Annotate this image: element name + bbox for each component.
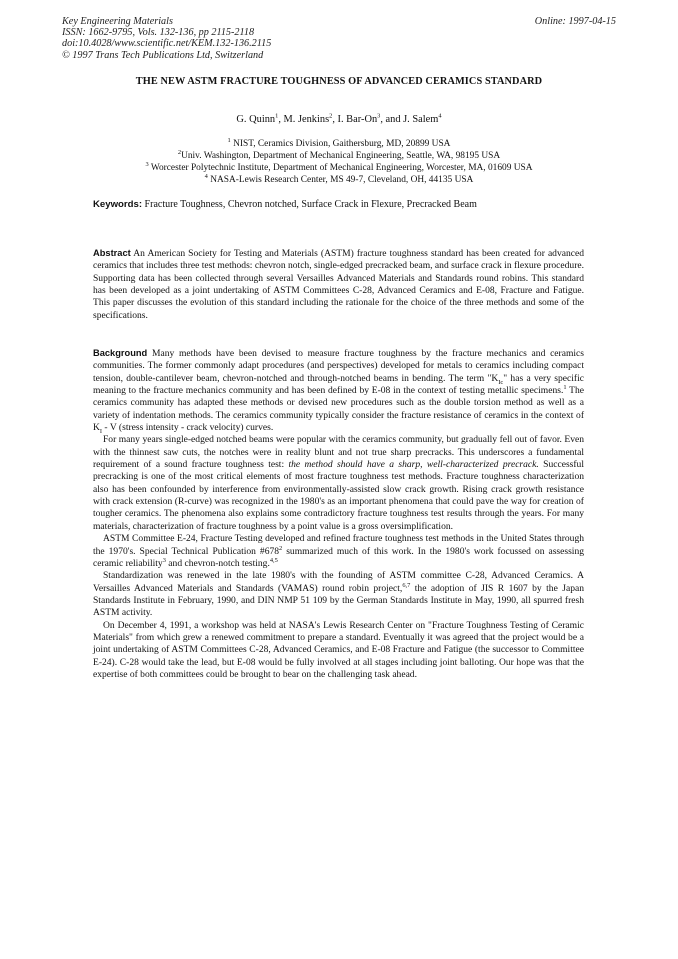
copyright-line: © 1997 Trans Tech Publications Ltd, Switzerland (62, 49, 264, 61)
paragraph-text: " has a very specific meaning to the fracture mechanics community and has been defined by E-08 in the context of testing metallic specimens. (93, 372, 584, 397)
affiliation-text: NASA-Lewis Research Center, MS 49-7, Cleveland, OH, 44135 USA (210, 175, 474, 185)
citation-mark: 4,5 (269, 556, 278, 564)
author-name: G. Quinn (236, 114, 276, 125)
citation-mark: 1 (563, 383, 567, 391)
author-list (0, 114, 678, 125)
doi-line: doi:10.4028/www.scientific.net/KEM.132-136.2115 (62, 38, 272, 50)
affiliation-line (0, 138, 678, 150)
author-name: M. Jenkins (283, 114, 330, 125)
author-separator: , (278, 114, 284, 125)
affiliation-text: NIST, Ceramics Division, Gaithersburg, MD, 20899 USA (233, 139, 451, 149)
paragraph-text: the adoption of JIS R 1607 by the Japan Standards Institute in February, 1990, and DIN NMP 51 109 by the German Standards Institute in May, 1990, all spurred fresh ASTM activity. (93, 582, 585, 619)
author-affiliation-mark: 3 (377, 112, 381, 120)
paragraph-text: Many methods have been devised to measure fracture toughness by the fracture mechanics and ceramics communities. The former commonly adapt procedures (and perspectives) developed for metals to ceramics including compact tension, double-cantilever beam, chevron-notched and through-notched beams in bending. The term "K (93, 348, 584, 384)
author-name: I. Bar-On (337, 114, 378, 125)
issn-line: ISSN: 1662-9795, Vols. 132-136, pp 2115-2118 (62, 27, 255, 39)
paragraph-text: For many years single-edged notched beams were popular with the ceramics community, but gradually fell out of favor. Even with the thinnest saw cuts, the notches were in reality blunt and not true sharp precracks. This underscores a fundamental requirement of a sound fracture toughness test: (93, 434, 584, 471)
author-affiliation-mark: 1 (275, 112, 279, 120)
author-affiliation-mark: 4 (438, 112, 442, 120)
journal-name: Key Engineering Materials (62, 16, 173, 27)
abstract-paragraph (93, 247, 584, 322)
emphasis-text: the method should have a sharp, well-characterized precrack. (288, 459, 539, 471)
background-paragraph-2 (93, 434, 584, 533)
keywords-line (93, 199, 613, 210)
affiliation-line (0, 150, 678, 162)
paragraph-text: The ceramics community has adapted these methods or devised new procedures such as the double torsion method as well as a variety of indentation methods. The ceramics community typically consider the fracture resistance of ceramics in the context of K (93, 385, 585, 434)
affiliation-mark: 2 (177, 148, 182, 156)
affiliation-line (0, 174, 678, 186)
author-name: J. Salem (403, 114, 439, 125)
citation-mark: 3 (162, 556, 166, 564)
affiliation-list (0, 138, 678, 186)
abstract-section (93, 247, 584, 322)
affiliation-mark: 1 (227, 136, 231, 144)
paragraph-text: and chevron-notch testing. (165, 557, 270, 569)
paragraph-text: Successful precracking is one of the most critical elements of most fracture toughness test methods. Fracture toughness characterization also has been confounded by interference from environmentally-assisted slow crack growth. Rising crack growth resistance with crack extension (R-curve) was recognized in the 1980's as an important phenomena that could pave the way for creation of tougher ceramics. The phenomena also explains some contradictory fracture toughness test results through the years. For many materials, characterization of fracture toughness by a point value is a gross oversimplification. (93, 459, 584, 532)
citation-mark: 2 (279, 544, 283, 552)
affiliation-mark: 4 (204, 172, 208, 180)
journal-header (62, 16, 616, 61)
keywords-text: Fracture Toughness, Chevron notched, Surface Crack in Flexure, Precracked Beam (144, 199, 477, 210)
citation-mark: 6,7 (402, 581, 411, 589)
affiliation-line (0, 162, 678, 174)
affiliation-text: Worcester Polytechnic Institute, Department of Mechanical Engineering, Worcester, MA, 01609 USA (150, 163, 533, 173)
abstract-heading: Abstract (93, 248, 131, 258)
subscript: Ic (498, 378, 504, 386)
subscript: I (99, 427, 103, 435)
paragraph-text: Standardization was renewed in the late 1980's with the founding of ASTM committee C-28, Advanced Ceramics. A Versailles Advanced Materials and Standards (VAMAS) round robin project, (93, 570, 584, 594)
online-date: Online: 1997-04-15 (534, 16, 616, 27)
background-paragraph-1 (93, 347, 584, 434)
paper-title: THE NEW ASTM FRACTURE TOUGHNESS OF ADVANCED CERAMICS STANDARD (135, 76, 543, 87)
paragraph-text: ASTM Committee E-24, Fracture Testing developed and refined fracture toughness test methods in the United States through the 1970's. Special Technical Publication #678 (93, 533, 584, 557)
abstract-text: An American Society for Testing and Materials (ASTM) fracture toughness standard has been created for advanced ceramics that includes three test methods: chevron notch, single-edged precracked beam, and surface crack in flexure procedure. Supporting data has been collected through several Versailles Advanced Materials and Standards round robins. This standard has been developed as a joint undertaking of ASTM Committees C-28, Advanced Ceramics and E-08, Fracture and Fatigue. This paper discusses the evolution of this standard including the rationale for the choice of the three methods and some of the specifications. (93, 248, 584, 321)
author-separator: , and (380, 114, 404, 125)
affiliation-text: Univ. Washington, Department of Mechanical Engineering, Seattle, WA, 98195 USA (181, 151, 501, 161)
background-paragraph-3 (93, 533, 584, 570)
keywords-label: Keywords: (93, 199, 143, 210)
paragraph-text: summarized much of this work. In the 1980's work focussed on assessing ceramic reliability (93, 545, 584, 569)
paragraph-text: - V (stress intensity - crack velocity) curves. (102, 422, 274, 434)
background-paragraph-4 (93, 570, 584, 619)
author-affiliation-mark: 2 (329, 112, 333, 120)
affiliation-mark: 3 (145, 160, 149, 168)
background-section (93, 347, 584, 681)
background-heading: Background (93, 348, 148, 358)
author-separator: , (332, 114, 338, 125)
background-paragraph-5: On December 4, 1991, a workshop was held at NASA's Lewis Research Center on "Fracture Toughness Testing of Ceramic Materials" from which grew a renewed commitment to prepare a standard. Eventually it was agreed that the project would be a joint undertaking of ASTM Committees C-28, Advanced Ceramics, and E-08 Fracture and Fatigue (the successor to Committee E-24). C-28 would take the lead, but E-08 would be fully involved at all stages including joint balloting. Our hope was that the expertise of both committees could be brought to bear on the challenging task ahead. (93, 619, 584, 680)
